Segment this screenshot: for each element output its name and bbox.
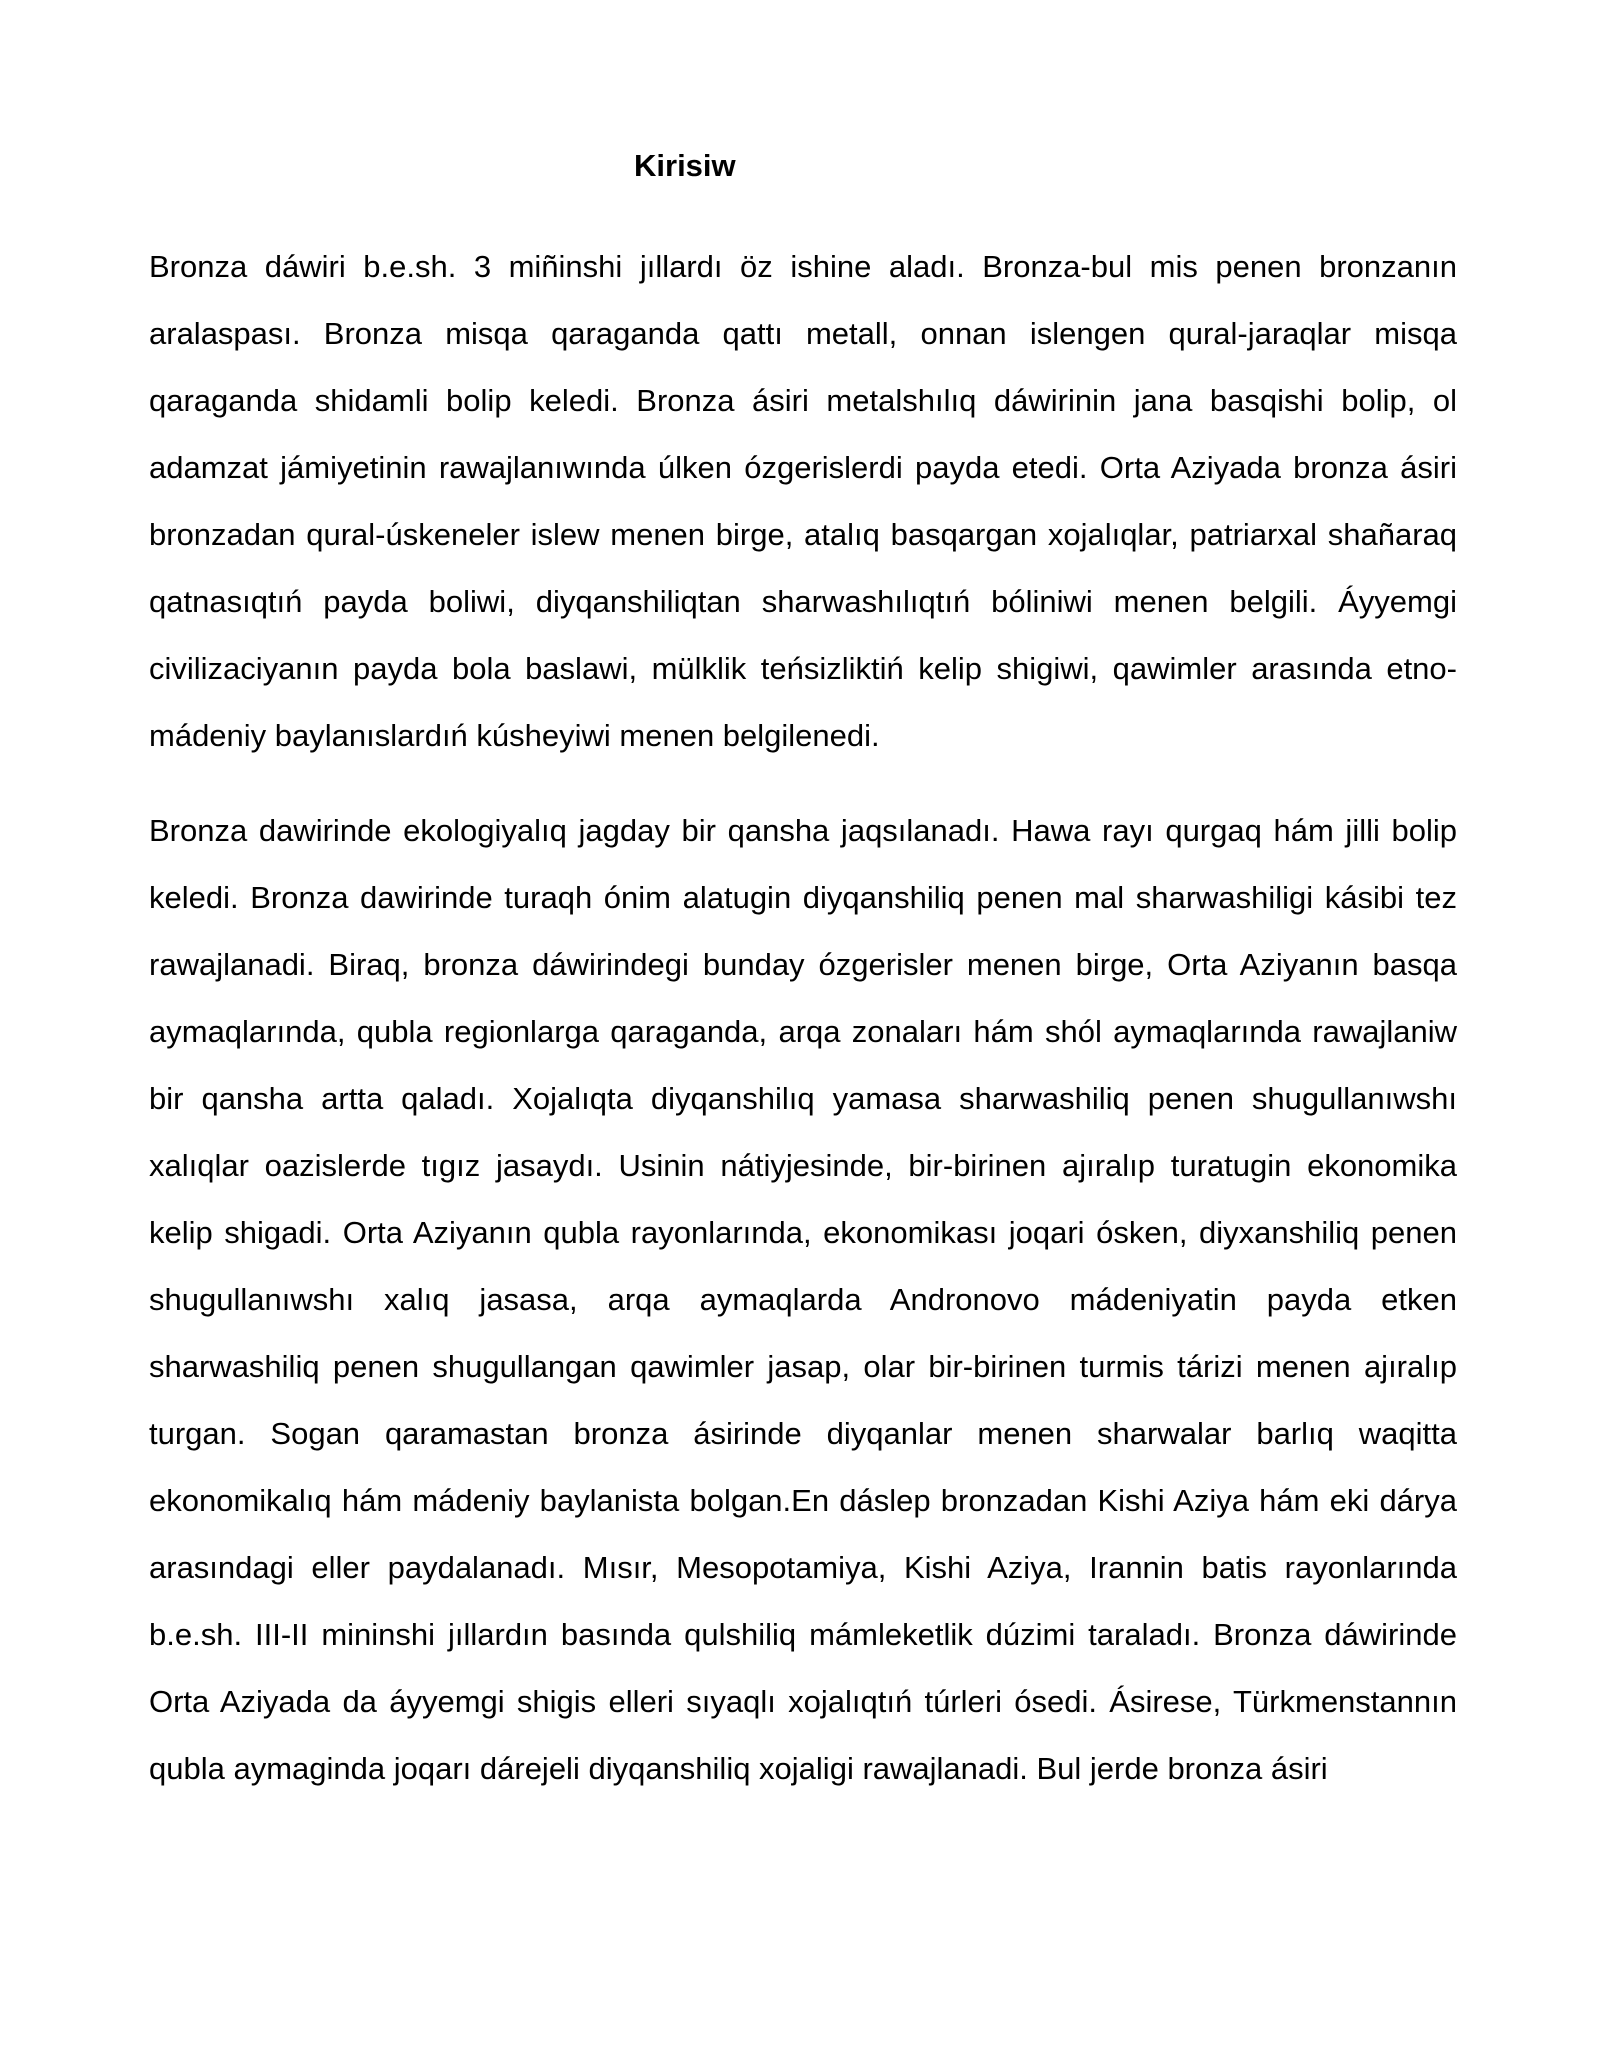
- paragraph-2: Bronza dawirinde ekologiyalıq jagday bir qansha jaqsılanadı. Hawa rayı qurgaq hám jilli bolip keledi. Bronza dawirinde turaqh ónim alatugin diyqanshiliq penen mal sharwashiligi kásibi tez rawajlanadi. Biraq, bronza dáwirindegi bunday ózgerisler menen birge, Orta Aziyanın basqa aymaqlarında, qubla regionlarga qaraganda, arqa zonaları hám shól aymaqlarında rawajlaniw bir qansha artta qaladı. Xojalıqta diyqanshilıq yamasa sharwashiliq penen shugullanıwshı xalıqlar oazislerde tıgız jasaydı. Usinin nátiyjesinde, bir-birinen ajıralıp turatugin ekonomika kelip shigadi. Orta Aziyanın qubla rayonlarında, ekonomikası joqari ósken, diyxanshiliq penen shugullanıwshı xalıq jasasa, arqa aymaqlarda Andronovo mádeniyatin payda etken sharwashiliq penen shugullangan qawimler jasap, olar bir-birinen turmis tárizi menen ajıralıp turgan. Sogan qaramastan bronza ásirinde diyqanlar menen sharwalar barlıq waqitta ekonomikalıq hám mádeniy baylanista bolgan.En dáslep bronzadan Kishi Aziya hám eki dárya arasındagi eller paydalanadı. Mısır, Mesopotamiya, Kishi Aziya, Irannin batis rayonlarında b.e.sh. III-II mininshi jıllardın basında qulshiliq mámleketlik dúzimi taraladı. Bronza dáwirinde Orta Aziyada da áyyemgi shigis elleri sıyaqlı xojalıqtıń túrleri ósedi. Ásirese, Türkmenstannın qubla aymaginda joqarı dárejeli diyqanshiliq xojaligi rawajlanadi. Bul jerde bronza ásiri: [149, 813, 1457, 1786]
- document-title: Kirisiw: [634, 148, 736, 183]
- paragraph-1: Bronza dáwiri b.e.sh. 3 miñinshi jıllardı öz ishine aladı. Bronza-bul mis penen bronzanın aralaspası. Bronza misqa qaraganda qattı metall, onnan islengen qural-jaraqlar misqa qaraganda shidamli bolip keledi. Bronza ásiri metalshılıq dáwirinin jana basqishi bolip, ol adamzat jámiyetinin rawajlanıwında úlken ózgerislerdi payda etedi. Orta Aziyada bronza ásiri bronzadan qural-úskeneler islew menen birge, atalıq basqargan xojalıqlar, patriarxal shañaraq qatnasıqtıń payda boliwi, diyqanshiliqtan sharwashılıqtıń bóliniwi menen belgili. Áyyemgi civilizaciyanın payda bola baslawi, mülklik teńsizliktiń kelip shigiwi, qawimler arasında etno-mádeniy baylanıslardıń kúsheyiwi menen belgilenedi.: [149, 249, 1457, 753]
